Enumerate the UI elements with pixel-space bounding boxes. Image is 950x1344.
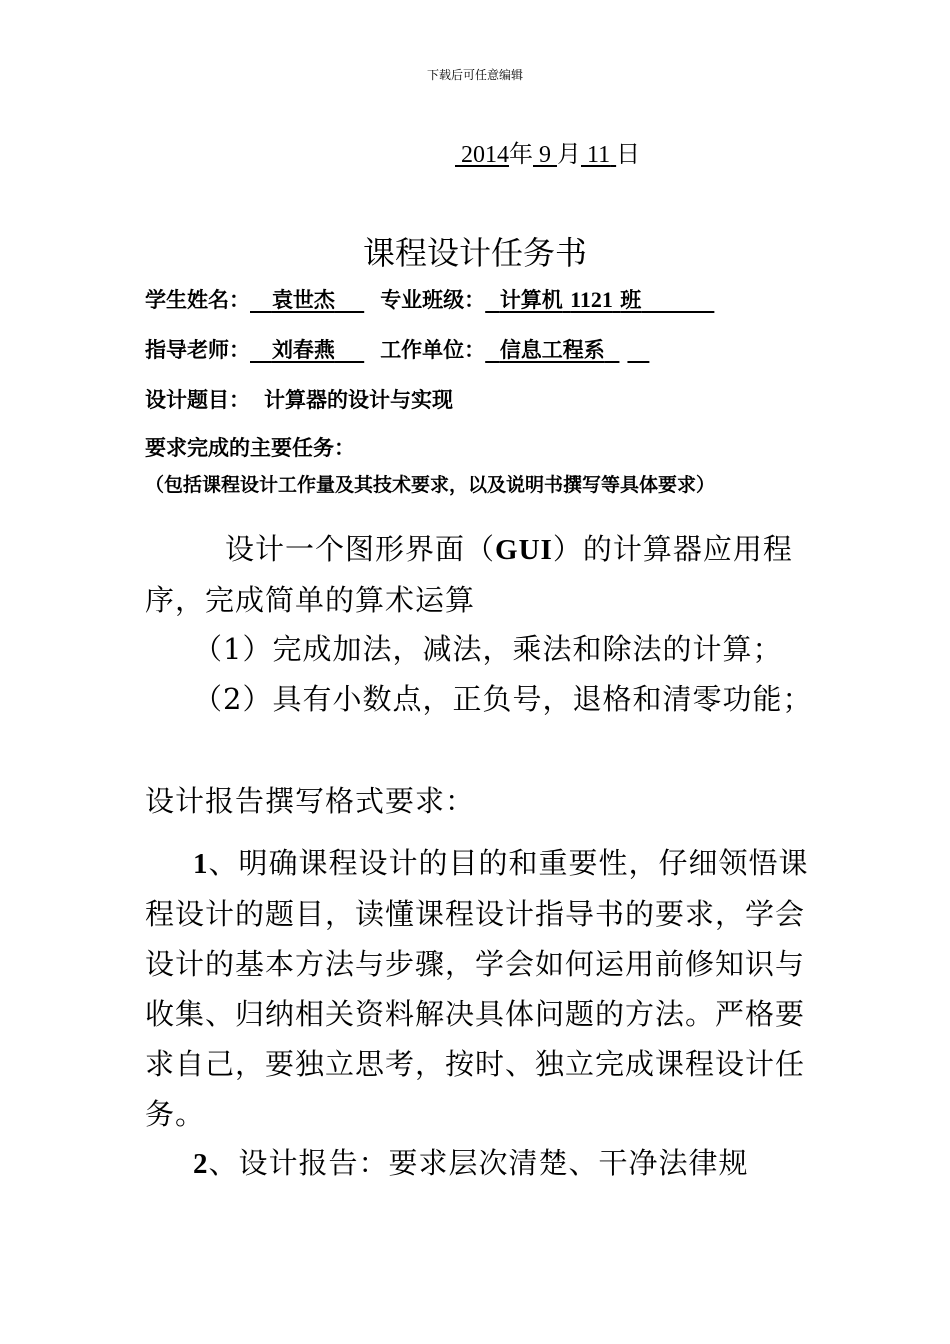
header-note: 下载后可任意编辑 xyxy=(426,68,523,82)
field-row-advisor xyxy=(145,334,649,364)
student-name-label: 学生姓名： xyxy=(145,288,250,312)
report-paragraph-1 xyxy=(145,838,815,1139)
item-1-number: （1） xyxy=(193,632,273,666)
requirements-heading: 要求完成的主要任务： xyxy=(145,436,355,460)
advisor-value: 刘春燕 xyxy=(271,338,335,362)
unit-value: 信息工程系 xyxy=(499,338,605,362)
advisor-label: 指导老师： xyxy=(145,338,250,362)
report-paragraph-2 xyxy=(145,1138,815,1189)
date-month-suffix: 月 xyxy=(557,142,581,168)
field-row-student xyxy=(145,284,714,314)
topic-label: 设计题目： xyxy=(145,388,250,412)
unit-label: 工作单位： xyxy=(380,338,486,362)
item-1-text: 完成加法，减法，乘法和除法的计算； xyxy=(272,632,783,666)
date-month: 9 xyxy=(539,142,551,168)
topic-value: 计算器的设计与实现 xyxy=(264,388,453,412)
intro-paragraph: 设计一个图形界面（GUI）的计算器应用程序，完成简单的算术运算 xyxy=(145,532,793,617)
paragraph-1-text: 、明确课程设计的目的和重要性，仔细领悟课程设计的题目，读懂课程设计指导书的要求，学会设计的基本方法与步骤，学会如何运用前修知识与收集、归纳相关资料解决具体问题的方法。严格要求自己，要独立思考，按时、独立完成课程设计任务。 xyxy=(145,846,809,1131)
date-day: 11 xyxy=(587,142,611,168)
unit-value-trailing-underline xyxy=(627,338,649,362)
class-label: 专业班级： xyxy=(380,288,486,312)
paragraph-1-number: 1 xyxy=(193,848,209,880)
class-value: 计算机 1121 班 xyxy=(499,287,642,312)
item-2-number: （2） xyxy=(193,682,273,716)
requirement-item-2 xyxy=(145,674,815,724)
field-row-topic xyxy=(145,384,453,414)
requirements-note: （包括课程设计工作量及其技术要求，以及说明书撰写等具体要求） xyxy=(145,474,716,496)
date-year: 2014 xyxy=(461,142,509,168)
report-heading: 设计报告撰写格式要求： xyxy=(145,784,476,818)
paragraph-2-number: 2 xyxy=(193,1148,209,1180)
date-year-suffix: 年 xyxy=(509,142,533,168)
item-2-text: 具有小数点，正负号，退格和清零功能； xyxy=(272,682,813,716)
paragraph-2-text: 、设计报告：要求层次清楚、干净法律规 xyxy=(208,1146,749,1180)
student-name-value: 袁世杰 xyxy=(271,288,335,312)
document-title: 课程设计任务书 xyxy=(362,234,587,272)
date-line xyxy=(455,134,640,169)
date-day-suffix: 日 xyxy=(616,142,641,168)
requirement-item-1 xyxy=(145,624,815,674)
